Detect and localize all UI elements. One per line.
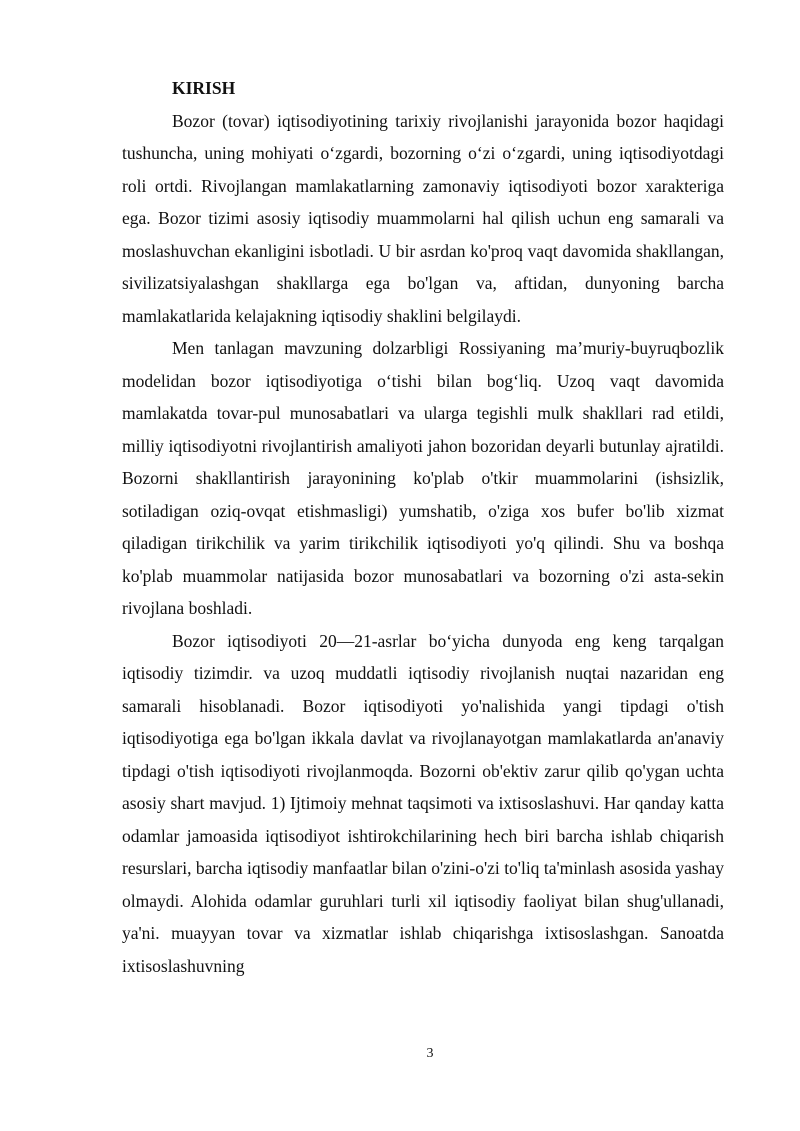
document-body [122, 72, 724, 982]
paragraph-3: Bozor iqtisodiyoti 20—21-asrlar bo‘yicha dunyoda eng keng tarqalgan iqtisodiy tizimdir. va uzoq muddatli iqtisodiy rivojlanish nuqtai nazaridan eng samarali hisoblanadi. Bozor iqtisodiyoti yo'nalishida yangi tipdagi o'tish iqtisodiyotiga ega bo'lgan ikkala davlat va rivojlanayotgan mamlakatlarda an'anaviy tipdagi o'tish iqtisodiyoti rivojlanmoqda. Bozorni ob'ektiv zarur qilib qo'ygan uchta asosiy shart mavjud. 1) Ijtimoiy mehnat taqsimoti va ixtisoslashuvi. Har qanday katta odamlar jamoasida iqtisodiyot ishtirokchilarining hech biri barcha ishlab chiqarish resurslari, barcha iqtisodiy manfaatlar bilan o'zini-o'zi to'liq ta'minlash asosida yashay olmaydi. Alohida odamlar guruhlari turli xil iqtisodiy faoliyat bilan shug'ullanadi, ya'ni. muayyan tovar va xizmatlar ishlab chiqarishga ixtisoslashgan. Sanoatda ixtisoslashuvning [122, 630, 724, 976]
paragraph-1: Bozor (tovar) iqtisodiyotining tarixiy rivojlanishi jarayonida bozor haqidagi tushuncha, uning mohiyati o‘zgardi, bozorning o‘zi o‘zgardi, uning iqtisodiyotdagi roli ortdi. Rivojlangan mamlakatlarning zamonaviy iqtisodiyoti bozor xarakteriga ega. Bozor tizimi asosiy iqtisodiy muammolarni hal qilish uchun eng samarali va moslashuvchan ekanligini isbotladi. U bir asrdan ko'proq vaqt davomida shakllangan, sivilizatsiyalashgan shakllarga ega bo'lgan va, aftidan, dunyoning barcha mamlakatlarida kelajakning iqtisodiy shaklini belgilaydi. [122, 110, 724, 326]
page-number: 3 [426, 1046, 434, 1061]
section-heading: KIRISH [172, 78, 236, 98]
paragraph-2: Men tanlagan mavzuning dolzarbligi Rossiyaning ma’muriy-buyruqbozlik modelidan bozor iqtisodiyotiga o‘tishi bilan bog‘liq. Uzoq vaqt davomida mamlakatda tovar-pul munosabatlari va ularga tegishli mulk shakllari rad etildi, milliy iqtisodiyotni rivojlantirish amaliyoti jahon bozoridan deyarli butunlay ajratildi. Bozorni shakllantirish jarayonining ko'plab o'tkir muammolarini (ishsizlik, sotiladigan oziq-ovqat etishmasligi) yumshatib, o'ziga xos bufer bo'lib xizmat qiladigan tirikchilik va yarim tirikchilik iqtisodiyoti yo'q qilindi. Shu va boshqa ko'plab muammolar natijasida bozor munosabatlari va bozorning o'zi asta-sekin rivojlana boshladi. [122, 338, 724, 618]
